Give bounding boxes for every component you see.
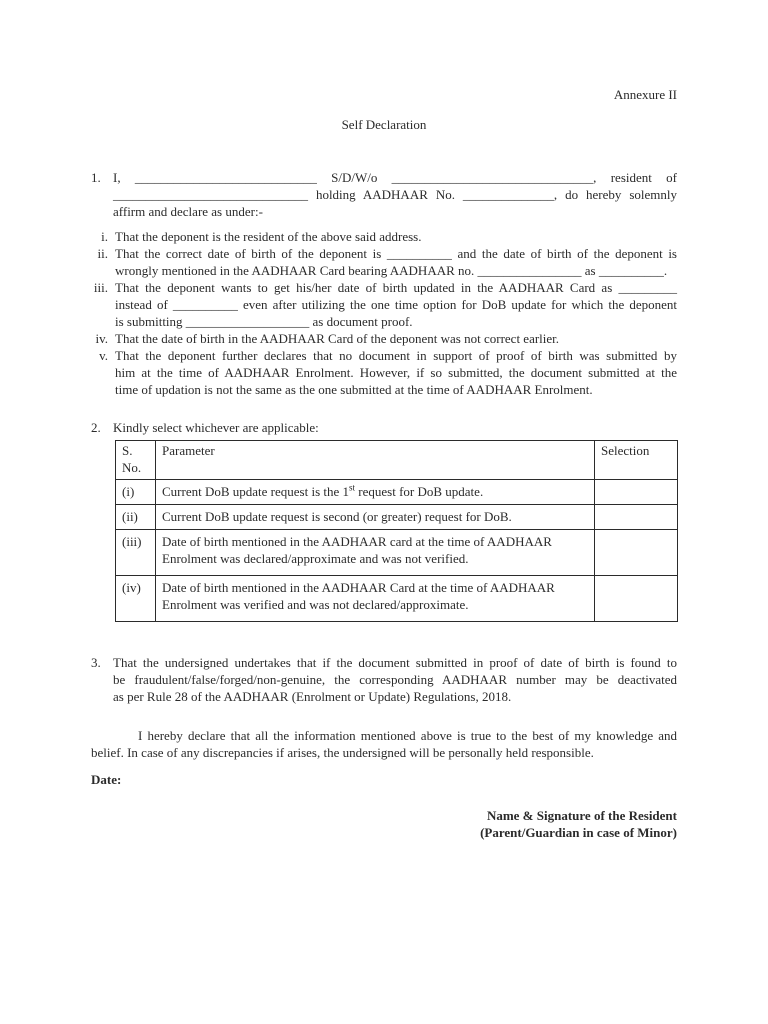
subitem-ii-number: ii.	[97, 246, 108, 261]
row-sno: (ii)	[116, 505, 156, 530]
row-sno: (iii)	[116, 530, 156, 576]
row-sno: (iv)	[116, 576, 156, 622]
ordinal-suffix: st	[349, 482, 356, 493]
signature-block	[91, 807, 677, 841]
table-row	[116, 576, 678, 622]
item-1-line: affirm and declare as under:-	[113, 204, 263, 219]
header-selection: Selection	[595, 441, 678, 480]
table-row	[116, 530, 678, 576]
applicability-table	[115, 440, 678, 622]
subitem-v-line: time of updation is not the same as the one submitted at the time of AADHAAR Enrolment.	[115, 382, 593, 397]
item-3-line: That the undersigned undertakes that if the document submitted in proof of date of birth is found to	[113, 655, 677, 670]
header-parameter: Parameter	[156, 441, 595, 480]
item-3-content	[113, 654, 677, 705]
item-2	[91, 419, 677, 436]
item-3-line: as per Rule 28 of the AADHAAR (Enrolment or Update) Regulations, 2018.	[113, 689, 512, 704]
final-declaration-paragraph	[91, 727, 677, 761]
item-3	[91, 654, 677, 705]
subitem-iii-line: instead of __________ even after utilizing the one time option for DoB update for which the deponent	[115, 297, 677, 312]
signature-line-2: (Parent/Guardian in case of Minor)	[480, 825, 677, 840]
subitem-iii-line: That the deponent wants to get his/her date of birth updated in the AADHAAR Card as _________	[115, 280, 677, 295]
declaration-line: belief. In case of any discrepancies if arises, the undersigned will be personally held responsible.	[91, 745, 594, 760]
item-1-line: I, ____________________________ S/D/W/o _______________________________, resident of	[113, 170, 677, 185]
subitem-ii-line: wrongly mentioned in the AADHAAR Card bearing AADHAAR no. ________________ as __________.	[115, 263, 668, 278]
row-selection-cell[interactable]	[595, 505, 678, 530]
subitem-i-content	[115, 228, 677, 245]
item-1-number: 1.	[91, 170, 101, 185]
row-parameter	[156, 480, 595, 505]
row-selection-cell[interactable]	[595, 576, 678, 622]
row-parameter-text: request for DoB update.	[355, 484, 484, 499]
header-sno: S. No.	[116, 441, 156, 480]
subitem-iii-line: is submitting ___________________ as document proof.	[115, 314, 413, 329]
item-1-content	[113, 169, 677, 220]
subitem-iii-number: iii.	[93, 280, 108, 295]
row-parameter: Date of birth mentioned in the AADHAAR card at the time of AADHAAR Enrolment was declared/approximate and was not verified.	[156, 530, 595, 576]
table-header-row	[116, 441, 678, 480]
subitem-iv-content	[115, 330, 677, 347]
subitem-ii	[91, 245, 677, 279]
subitem-v-content	[115, 347, 677, 398]
item-2-text: Kindly select whichever are applicable:	[113, 420, 319, 435]
subitem-v-line: That the deponent further declares that no document in support of proof of birth was submitted by	[115, 348, 677, 363]
row-selection-cell[interactable]	[595, 530, 678, 576]
subitem-iii	[91, 279, 677, 330]
page-title: Self Declaration	[341, 117, 427, 132]
subitem-ii-line: That the correct date of birth of the deponent is __________ and the date of birth of the deponent is	[115, 246, 677, 261]
subitem-ii-content	[115, 245, 677, 279]
table-row	[116, 505, 678, 530]
annexure-label: Annexure II	[613, 87, 677, 102]
subitem-iii-content	[115, 279, 677, 330]
subitem-v	[91, 347, 677, 398]
subitem-i-number: i.	[101, 229, 108, 244]
item-1	[91, 169, 677, 220]
row-sno: (i)	[116, 480, 156, 505]
declaration-sublist	[91, 228, 677, 398]
subitem-iv	[91, 330, 677, 347]
date-label: Date:	[91, 772, 122, 787]
subitem-iv-number: iv.	[95, 331, 108, 346]
subitem-v-line: him at the time of AADHAAR Enrolment. However, if so submitted, the document submitted at the	[115, 365, 677, 380]
signature-line-1: Name & Signature of the Resident	[486, 808, 677, 823]
subitem-iv-line: That the date of birth in the AADHAAR Card of the deponent was not correct earlier.	[115, 331, 560, 346]
row-parameter-text: Current DoB update request is the 1	[162, 484, 350, 499]
subitem-v-number: v.	[99, 348, 108, 363]
item-1-line: ______________________________ holding AADHAAR No. ______________, do hereby solemnly	[113, 187, 677, 202]
table-row	[116, 480, 678, 505]
subitem-i-line: That the deponent is the resident of the above said address.	[115, 229, 422, 244]
item-3-number: 3.	[91, 655, 101, 670]
row-selection-cell[interactable]	[595, 480, 678, 505]
item-3-line: be fraudulent/false/forged/non-genuine, the corresponding AADHAAR number may be deactivated	[113, 672, 677, 687]
declaration-line: I hereby declare that all the information mentioned above is true to the best of my knowledge and	[138, 728, 677, 743]
subitem-i	[91, 228, 677, 245]
item-2-number: 2.	[91, 420, 101, 435]
row-parameter: Date of birth mentioned in the AADHAAR Card at the time of AADHAAR Enrolment was verified and was not declared/approximate.	[156, 576, 595, 622]
row-parameter: Current DoB update request is second (or greater) request for DoB.	[156, 505, 595, 530]
